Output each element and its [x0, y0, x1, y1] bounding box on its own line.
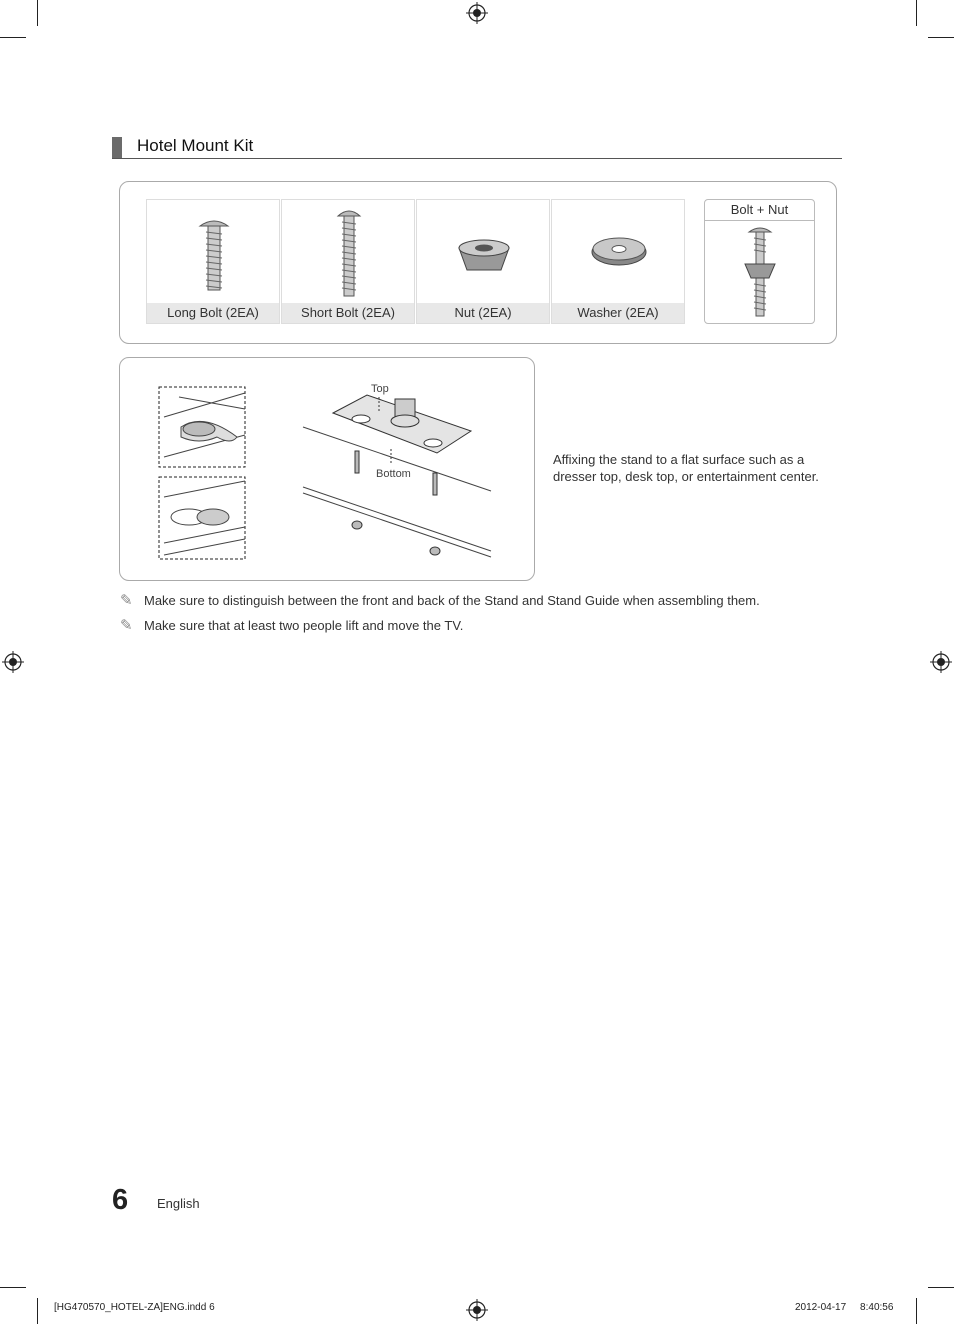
registration-mark-icon [466, 1299, 488, 1321]
page-number: 6 [112, 1184, 129, 1216]
kit-item-nut [416, 199, 550, 324]
crop-mark [0, 1287, 26, 1288]
registration-mark-icon [466, 2, 488, 24]
kit-item-label: Washer (2EA) [552, 303, 684, 323]
kit-item-label: Long Bolt (2EA) [147, 303, 279, 323]
print-file-name: [HG470570_HOTEL-ZA]ENG.indd 6 [54, 1302, 215, 1313]
kit-item-short-bolt [281, 199, 415, 324]
stand-assembly-diagram [119, 357, 533, 579]
kit-item-label: Nut (2EA) [417, 303, 549, 323]
note-item [120, 591, 760, 609]
washer-icon [552, 200, 686, 305]
crop-mark [916, 0, 917, 26]
section-rule [112, 158, 842, 159]
short-bolt-icon [282, 200, 416, 305]
note-text: Make sure that at least two people lift and move the TV. [144, 618, 464, 633]
note-item [120, 616, 463, 634]
crop-mark [37, 1298, 38, 1324]
diagram-description: Affixing the stand to a flat surface such as a dresser top, desk top, or entertainment center. [553, 452, 819, 484]
pencil-note-icon: ✎ [120, 617, 133, 634]
crop-mark [928, 37, 954, 38]
stand-guide-detail-icon [164, 393, 245, 457]
section-title: Hotel Mount Kit [137, 136, 254, 155]
long-bolt-icon [147, 200, 281, 305]
print-timestamp: 2012-04-17 8:40:56 [795, 1302, 894, 1313]
top-label: Top [371, 383, 389, 395]
crop-mark [0, 37, 26, 38]
nut-detail-icon [164, 481, 245, 555]
kit-item-bolt-nut [704, 199, 815, 324]
bottom-label: Bottom [376, 468, 411, 480]
kit-item-washer [551, 199, 685, 324]
crop-mark [37, 0, 38, 26]
registration-mark-icon [2, 651, 24, 673]
registration-mark-icon [930, 651, 952, 673]
section-marker [112, 137, 122, 159]
pencil-note-icon: ✎ [120, 592, 133, 609]
kit-item-label: Bolt + Nut [705, 200, 814, 221]
crop-mark [928, 1287, 954, 1288]
nut-icon [417, 200, 551, 305]
kit-item-long-bolt [146, 199, 280, 324]
note-text: Make sure to distinguish between the front and back of the Stand and Stand Guide when assembling them. [144, 593, 760, 608]
bolt-nut-icon [705, 220, 816, 325]
kit-item-label: Short Bolt (2EA) [282, 303, 414, 323]
crop-mark [916, 1298, 917, 1324]
page-language: English [157, 1196, 200, 1211]
